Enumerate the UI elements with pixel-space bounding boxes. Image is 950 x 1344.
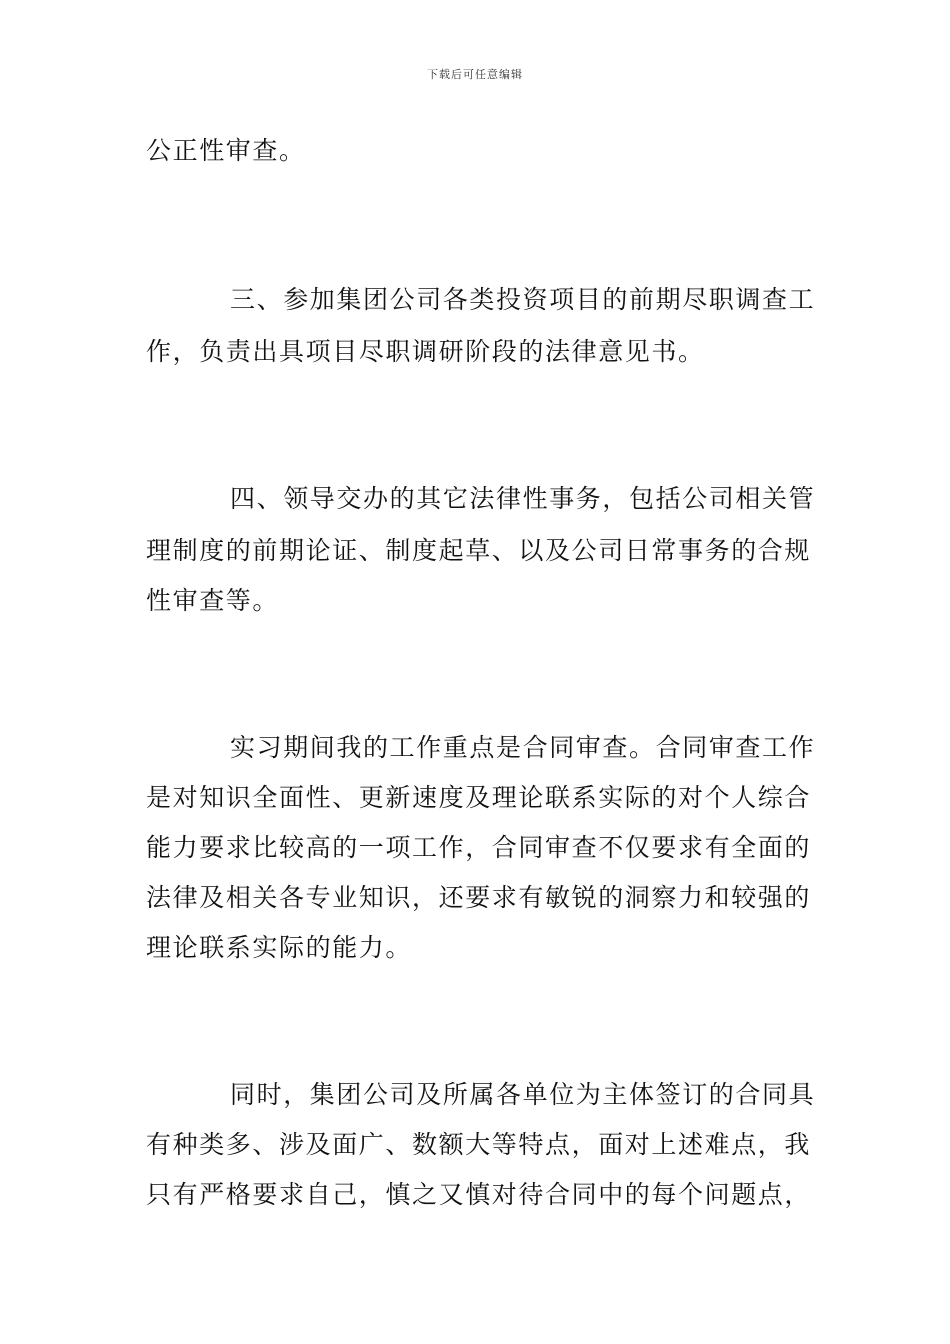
paragraph-line: 四、领导交办的其它法律性事务，包括公司相关管 (230, 484, 816, 513)
paragraph-line: 能力要求比较高的一项工作，合同审查不仅要求有全面的 (146, 833, 812, 862)
paragraph-line: 三、参加集团公司各类投资项目的前期尽职调查工 (230, 285, 816, 314)
paragraph-line: 法律及相关各专业知识，还要求有敏锐的洞察力和较强的 (146, 883, 812, 912)
paragraph-line: 实习期间我的工作重点是合同审查。合同审查工作 (230, 733, 816, 762)
page-header: 下载后可任意编辑 (427, 68, 523, 81)
paragraph-line: 作，负责出具项目尽职调研阶段的法律意见书。 (146, 337, 705, 366)
paragraph-line: 理制度的前期论证、制度起草、以及公司日常事务的合规 (146, 536, 812, 565)
paragraph-line: 是对知识全面性、更新速度及理论联系实际的对个人综合 (146, 783, 812, 812)
paragraph-line: 公正性审查。 (146, 136, 306, 165)
paragraph-line: 有种类多、涉及面广、数额大等特点，面对上述难点，我 (146, 1130, 812, 1159)
paragraph-line: 性审查等。 (146, 586, 280, 615)
paragraph-line: 理论联系实际的能力。 (146, 933, 413, 962)
paragraph-line: 只有严格要求自己，慎之又慎对待合同中的每个问题点， (146, 1180, 812, 1209)
paragraph-line: 同时，集团公司及所属各单位为主体签订的合同具 (230, 1080, 816, 1109)
